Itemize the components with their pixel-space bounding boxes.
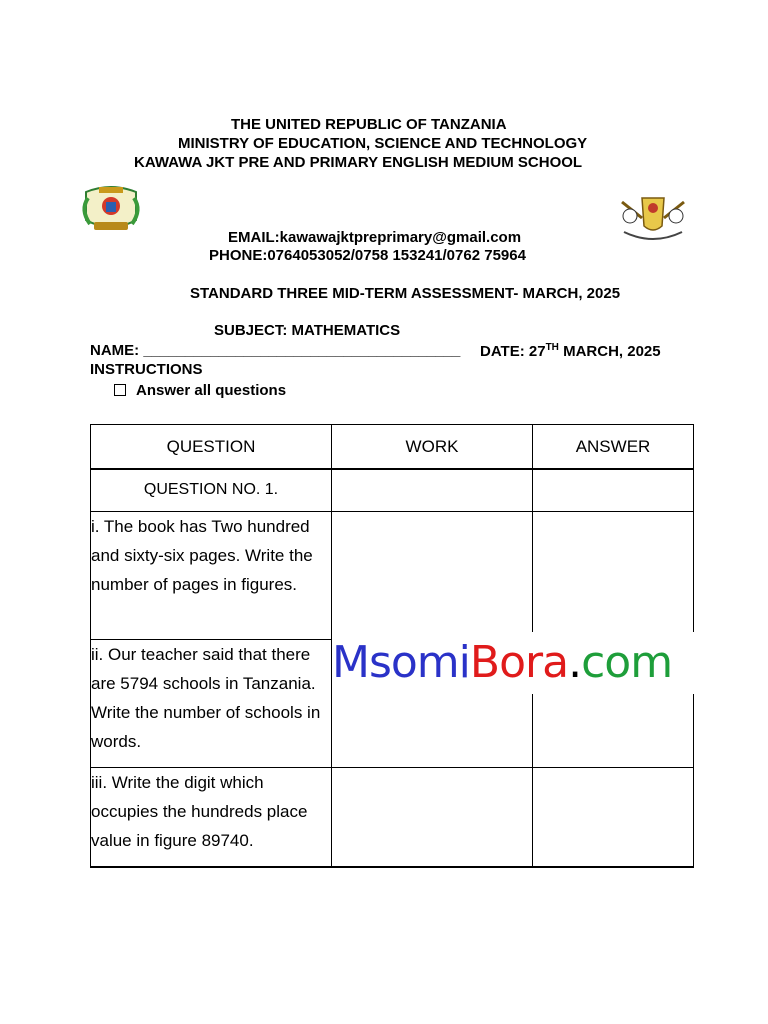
date-label: DATE: 27	[480, 343, 546, 360]
table-row	[91, 767, 694, 867]
date-superscript: TH	[545, 342, 559, 353]
instructions-title: INSTRUCTIONS	[90, 361, 203, 378]
question-cell: iii. Write the digit which occupies the hundreds place value in figure 89740.	[91, 767, 332, 867]
header-work: WORK	[332, 425, 533, 470]
table-header-row	[91, 425, 694, 470]
answer-cell[interactable]	[533, 767, 694, 867]
answer-cell[interactable]	[533, 511, 694, 639]
work-cell[interactable]	[332, 511, 533, 639]
instruction-text: Answer all questions	[136, 382, 287, 399]
phone-line: PHONE:0764053052/0758 153241/0762 75964	[209, 247, 526, 264]
answer-cell[interactable]	[533, 469, 694, 511]
header-question: QUESTION	[91, 425, 332, 470]
name-field-line: NAME: ______________________________________	[90, 342, 461, 359]
work-cell[interactable]	[332, 767, 533, 867]
date-line	[480, 342, 661, 360]
table-row	[91, 469, 694, 511]
checkbox-icon	[114, 384, 126, 396]
watermark-part-com: com	[581, 637, 673, 688]
question-number-cell: QUESTION NO. 1.	[91, 469, 332, 511]
assessment-title: STANDARD THREE MID-TERM ASSESSMENT- MARCH, 2025	[190, 285, 621, 302]
watermark-dot: .	[568, 637, 582, 688]
instruction-item	[114, 382, 286, 399]
school-crest-logo	[66, 178, 156, 242]
work-cell[interactable]	[332, 469, 533, 511]
watermark-logo	[332, 632, 717, 694]
email-line: EMAIL:kawawajktpreprimary@gmail.com	[228, 229, 522, 246]
question-cell: ii. Our teacher said that there are 5794 schools in Tanzania. Write the number of schools in words.	[91, 639, 332, 767]
watermark-part-msomi: Msomi	[332, 637, 470, 688]
table-row	[91, 511, 694, 639]
coat-of-arms-logo	[608, 188, 698, 246]
header-answer: ANSWER	[533, 425, 694, 470]
subject-line: SUBJECT: MATHEMATICS	[214, 322, 401, 339]
header-country: THE UNITED REPUBLIC OF TANZANIA	[231, 116, 507, 133]
header-ministry: MINISTRY OF EDUCATION, SCIENCE AND TECHNOLOGY	[178, 135, 588, 152]
watermark-part-bora: Bora	[469, 637, 569, 688]
question-cell: i. The book has Two hundred and sixty-six pages. Write the number of pages in figures.	[91, 511, 332, 639]
date-rest: MARCH, 2025	[558, 343, 661, 360]
header-school: KAWAWA JKT PRE AND PRIMARY ENGLISH MEDIUM SCHOOL	[134, 154, 583, 171]
